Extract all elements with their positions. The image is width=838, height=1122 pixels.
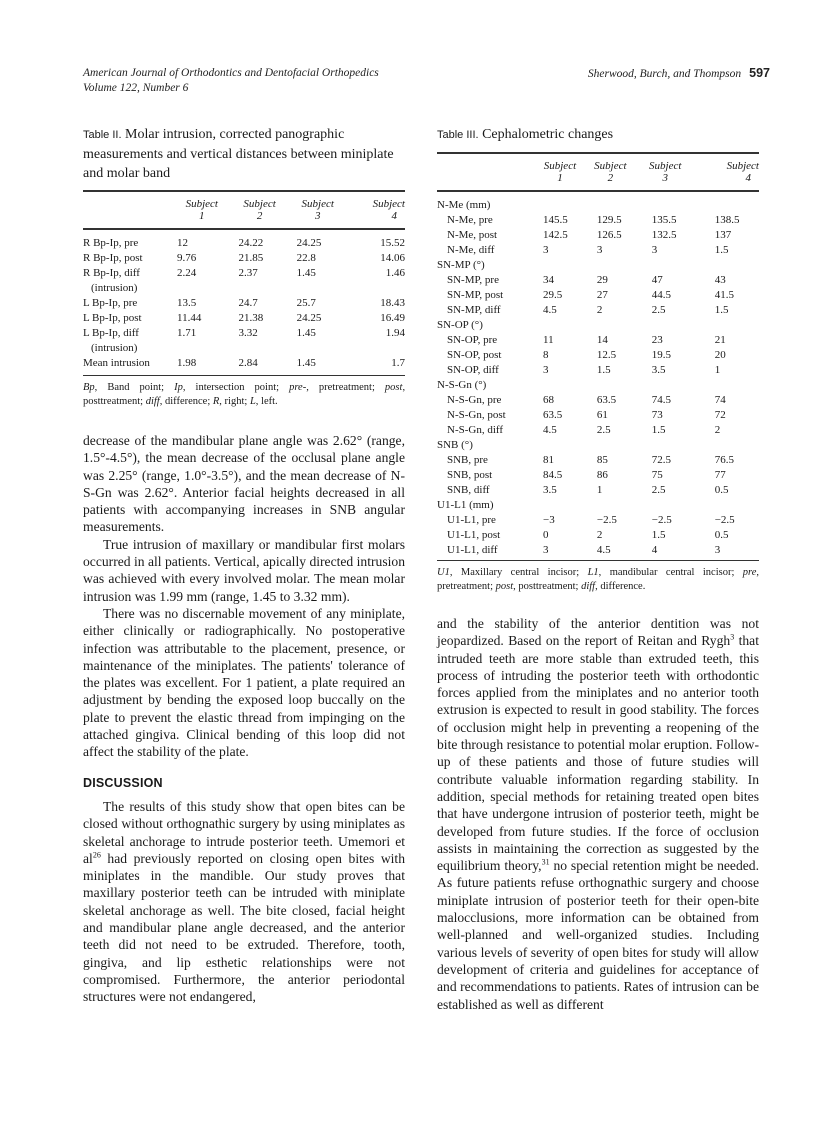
table-cell: −2.5 <box>596 514 617 526</box>
running-head-right <box>588 66 770 82</box>
table-row <box>437 273 759 288</box>
footnote-abbr: L <box>249 396 256 407</box>
table-group-header <box>437 318 759 333</box>
footnote-abbr: diff <box>145 396 160 407</box>
table-cell: 0.5 <box>714 529 729 541</box>
paragraph: and the stability of the anterior dentition was not jeopardized. Based on the report of Reitan and Rygh$^3$ that intruded teeth are more stable than extruded teeth, this process of intruding the posterior teeth with orthodontic forces applied from the miniplates and no anterior tooth extrusion is expected to result in good stability. The forces of occlusion might help in preventing a reopening of the bite through resistance to potential molar eruption. Follow-up of these patients and those of future studies will contribute valuable information regarding stability. In addition, special methods for retaining treated open bites that have undergone intrusion of posterior teeth, might be developed from future studies. If the force of occlusion assists in maintaining the correction as suggested by the equilibrium theory,$^{31}$ no special retention might be needed. As future patients refuse orthognathic surgery and choose miniplate intrusion of posterior teeth for their open-bite malocclusions, more information can be obtained from well-planned and well-organized studies. Including various levels of severity of open bites for study will allow development of criteria and guidelines for acceptance of and recommendations to patients. Rates of intrusion can be established as well as different <box>437 616 759 1012</box>
row-label: L Bp-Ip, post <box>83 312 142 324</box>
left-column <box>83 125 406 1005</box>
footnote-definition: difference. <box>600 581 646 592</box>
table-cell: 137 <box>714 229 732 241</box>
table-cell: 14 <box>596 334 608 346</box>
row-label: N-S-Gn, diff <box>447 424 504 436</box>
footnote-abbr: diff <box>581 581 596 592</box>
table-cell: 16.49 <box>380 312 405 324</box>
row-label: Mean intrusion <box>83 357 150 369</box>
table-3-footnote: U1, Maxillary central incisor; L1, mandibular central incisor; pre, pretreatment; post, posttreatment; diff, difference. <box>437 567 760 592</box>
table-cell: 1.45 <box>296 267 316 279</box>
table-cell: 126.5 <box>596 229 622 241</box>
table-cell: 63.5 <box>596 394 617 406</box>
row-label: SNB, post <box>447 469 493 481</box>
table-cell: 3 <box>543 364 549 376</box>
row-label: SN-OP, diff <box>447 364 499 376</box>
table-cell: 8 <box>543 349 549 361</box>
footnote-abbr: pre <box>742 567 757 578</box>
table-2-col-3: Subject 3 <box>301 198 334 222</box>
table-row <box>437 228 759 243</box>
footnote-definition: left. <box>261 396 278 407</box>
row-label: SN-MP, post <box>447 289 504 301</box>
footnote-abbr: Bp <box>83 382 95 393</box>
table-cell: 74.5 <box>651 394 672 406</box>
table-cell: 138.5 <box>714 214 740 226</box>
table-cell: 21.85 <box>238 252 264 264</box>
table-3-col-1: Subject 1 <box>543 160 577 184</box>
row-label: R Bp-Ip, diff <box>83 267 140 279</box>
table-row <box>437 363 759 378</box>
table-row <box>83 229 405 251</box>
table-cell: 23 <box>651 334 663 346</box>
table-cell: 3.5 <box>543 484 557 496</box>
table-cell: 72.5 <box>651 454 672 466</box>
table-cell <box>347 341 405 356</box>
table-3-header-blank <box>437 153 537 191</box>
table-cell: 2 <box>714 424 721 436</box>
left-body-text <box>83 432 405 1006</box>
table-cell: 3 <box>714 544 721 556</box>
table-cell <box>347 281 405 296</box>
footnote-definition: Band point <box>107 382 162 393</box>
table-row <box>83 251 405 266</box>
footnote-abbr: Ip <box>174 382 183 393</box>
table-cell: 21 <box>714 334 726 346</box>
citation-ref: 3 <box>730 632 735 642</box>
table-cell: 3.32 <box>238 327 258 339</box>
table-cell: 1 <box>714 364 721 376</box>
table-2-caption <box>83 125 405 183</box>
table-row <box>437 453 759 468</box>
footnote-abbr: R <box>212 396 220 407</box>
table-3-label: Table III. <box>437 129 479 141</box>
table-cell: 2.37 <box>238 267 258 279</box>
table-cell: 61 <box>596 409 608 421</box>
table-group-header <box>437 438 759 453</box>
table-cell: 85 <box>596 454 608 466</box>
table-cell: 24.25 <box>296 312 322 324</box>
paragraph: The results of this study show that open bites can be closed without orthognathic surgery by using miniplates as skeletal anchorage to intrude posterior teeth. Umemori et $al^{26}$ had previously reported on closing open bites with miniplates in the mandible. Our study proves that maxillary posterior teeth can be intruded with miniplate skeletal anchorage as well. The bite closed, facial height and mandibular plane angle decreased, and the anterior teeth did not need to be extruded. Therefore, tooth, gingiva, and lip esthetic relationships were not compromised. Furthermore, the anterior periodontal structures were not endangered, <box>83 798 405 1005</box>
table-cell: 1.46 <box>385 267 405 279</box>
table-cell: 24.7 <box>238 297 258 309</box>
table-row <box>437 483 759 498</box>
table-row <box>437 213 759 228</box>
table-row <box>437 513 759 528</box>
row-label: L Bp-Ip, pre <box>83 297 138 309</box>
table-3-caption <box>437 125 759 145</box>
table-cell: 3 <box>543 244 549 256</box>
table-cell: 20 <box>714 349 726 361</box>
table-cell: 84.5 <box>543 469 563 481</box>
group-title: N-S-Gn (°) <box>437 379 487 391</box>
table-row <box>83 341 405 356</box>
table-row <box>437 393 759 408</box>
table-cell: 2.24 <box>177 267 197 279</box>
table-cell: 1.5 <box>714 244 729 256</box>
table-cell <box>289 281 347 296</box>
table-cell: 1.45 <box>296 357 316 369</box>
row-label: SN-OP, post <box>447 349 502 361</box>
table-cell: 63.5 <box>543 409 563 421</box>
footnote-definition: difference <box>164 396 208 407</box>
row-label: U1-L1, post <box>447 529 501 541</box>
table-cell: 129.5 <box>596 214 622 226</box>
table-cell: 1.71 <box>177 327 197 339</box>
footnote-abbr: pre- <box>289 382 307 393</box>
footnote-abbr: post <box>495 581 514 592</box>
table-cell: 2 <box>596 304 603 316</box>
row-label: (intrusion) <box>91 282 138 294</box>
footnote-definition: pretreatment <box>437 581 491 592</box>
table-2-body <box>83 229 405 371</box>
table-cell: 47 <box>651 274 663 286</box>
table-group-header <box>437 378 759 393</box>
footnote-abbr: L1 <box>587 567 599 578</box>
footnote-definition: mandibular central incisor <box>609 567 732 578</box>
table-cell: 86 <box>596 469 608 481</box>
row-label: SN-OP, pre <box>447 334 498 346</box>
table-row <box>437 303 759 318</box>
table-cell: 1.94 <box>385 327 405 339</box>
row-label: N-Me, post <box>447 229 498 241</box>
table-cell: 135.5 <box>651 214 677 226</box>
running-head-left <box>83 66 379 96</box>
row-label: (intrusion) <box>91 342 138 354</box>
table-cell <box>173 341 231 356</box>
table-cell: 0 <box>543 529 549 541</box>
table-cell: 3 <box>651 244 658 256</box>
table-cell: 75 <box>651 469 663 481</box>
table-cell <box>173 281 231 296</box>
table-cell: 12 <box>177 237 188 249</box>
row-label: N-S-Gn, post <box>447 409 506 421</box>
table-cell: 2.5 <box>596 424 611 436</box>
table-cell: 24.22 <box>238 237 264 249</box>
right-body-text <box>437 615 759 1013</box>
table-cell: 2.84 <box>238 357 258 369</box>
table-cell: 73 <box>651 409 663 421</box>
table-cell <box>231 281 289 296</box>
table-row <box>437 528 759 543</box>
footnote-definition: posttreatment <box>83 396 141 407</box>
table-cell: 12.5 <box>596 349 617 361</box>
table-row <box>437 333 759 348</box>
table-cell: 9.76 <box>177 252 197 264</box>
table-cell: 72 <box>714 409 726 421</box>
citation-ref: 31 <box>541 857 550 867</box>
table-cell: 13.5 <box>177 297 197 309</box>
journal-volume: Volume 122, Number 6 <box>83 82 189 94</box>
table-cell <box>231 341 289 356</box>
table-cell: 145.5 <box>543 214 568 226</box>
table-cell: 19.5 <box>651 349 672 361</box>
footnote-definition: posttreatment <box>518 581 576 592</box>
group-title: U1-L1 (mm) <box>437 499 494 511</box>
journal-title: American Journal of Orthodontics and Dentofacial Orthopedics <box>83 67 379 79</box>
table-cell: 1.98 <box>177 357 197 369</box>
table-cell: 0.5 <box>714 484 729 496</box>
table-cell: 2.5 <box>651 304 666 316</box>
footnote-abbr: U1 <box>437 567 450 578</box>
table-2-col-2: Subject 2 <box>243 198 276 222</box>
citation-ref: 26 <box>92 850 101 860</box>
table-row <box>437 408 759 423</box>
table-cell <box>289 341 347 356</box>
table-row <box>437 423 759 438</box>
table-cell: 142.5 <box>543 229 568 241</box>
table-cell: 11.44 <box>177 312 202 324</box>
table-cell: 2.5 <box>651 484 666 496</box>
row-label: R Bp-Ip, pre <box>83 237 139 249</box>
table-group-header <box>437 258 759 273</box>
table-2-header-blank <box>83 191 173 229</box>
table-cell: 44.5 <box>651 289 672 301</box>
footnote-definition: Maxillary central incisor <box>460 567 577 578</box>
table-cell: 68 <box>543 394 554 406</box>
group-title: SN-OP (°) <box>437 319 483 331</box>
table-3-col-2: Subject 2 <box>594 160 627 184</box>
table-cell: 76.5 <box>714 454 734 466</box>
table-cell: 29.5 <box>543 289 563 301</box>
table-cell: 24.25 <box>296 237 322 249</box>
table-row <box>437 243 759 258</box>
table-row <box>83 296 405 311</box>
group-title: SNB (°) <box>437 439 473 451</box>
table-cell: 15.52 <box>380 237 405 249</box>
row-label: N-S-Gn, pre <box>447 394 502 406</box>
table-cell: 3 <box>596 244 603 256</box>
table-row <box>83 266 405 281</box>
table-cell: −2.5 <box>651 514 672 526</box>
row-label: SNB, diff <box>447 484 490 496</box>
table-cell: 29 <box>596 274 608 286</box>
table-cell: 74 <box>714 394 726 406</box>
table-3-body <box>437 191 759 558</box>
footnote-abbr: post <box>384 382 403 393</box>
table-3-col-4: Subject 4 <box>726 160 759 184</box>
table-3-col-3: Subject 3 <box>649 160 682 184</box>
table-cell: 1.45 <box>296 327 316 339</box>
table-row <box>437 468 759 483</box>
table-row <box>83 326 405 341</box>
table-cell: 11 <box>543 334 554 346</box>
table-2-col-4: Subject 4 <box>372 198 405 222</box>
table-cell: 77 <box>714 469 726 481</box>
paragraph: There was no discernable movement of any miniplate, either clinically or radiographically. No postoperative infection was attributable to the placement, presence, or maintenance of the miniplates. The patients' tolerance of the plates was excellent. For 1 patient, a plate required an adjustment by bending the exposed loop buccally on the plate to prevent the elastic thread from impinging on the attached gingiva. Clinical bending of this loop did not affect the stability of the plate. <box>83 605 405 760</box>
page-number: 597 <box>749 66 770 80</box>
table-cell: 1.5 <box>596 364 611 376</box>
table-row <box>437 288 759 303</box>
footnote-definition: pretreatment <box>318 382 372 393</box>
table-cell: 4 <box>651 544 658 556</box>
table-group-header <box>437 191 759 213</box>
row-label: L Bp-Ip, diff <box>83 327 139 339</box>
row-label: SNB, pre <box>447 454 488 466</box>
table-2 <box>83 190 405 371</box>
group-title: N-Me (mm) <box>437 199 491 211</box>
author-names: Sherwood, Burch, and Thompson <box>587 68 742 80</box>
table-3 <box>437 152 759 558</box>
table-row <box>437 348 759 363</box>
table-cell: 22.8 <box>296 252 316 264</box>
table-row <box>83 311 405 326</box>
row-label: SN-MP, diff <box>447 304 501 316</box>
table-cell: 1.7 <box>391 357 405 369</box>
row-label: U1-L1, diff <box>447 544 498 556</box>
row-label: R Bp-Ip, post <box>83 252 143 264</box>
table-row <box>83 356 405 371</box>
table-cell: 4.5 <box>596 544 611 556</box>
row-label: N-Me, diff <box>447 244 495 256</box>
table-cell: 25.7 <box>296 297 316 309</box>
table-cell: 1 <box>596 484 603 496</box>
table-cell: 2 <box>596 529 603 541</box>
table-group-header <box>437 498 759 513</box>
table-cell: 1.5 <box>651 424 666 436</box>
row-label: U1-L1, pre <box>447 514 496 526</box>
section-heading-discussion: DISCUSSION <box>83 775 163 790</box>
table-cell: 34 <box>543 274 554 286</box>
paragraph: True intrusion of maxillary or mandibular first molars occurred in all patients. Vertical, apically directed intrusion was achieved with every involved molar. The mean molar intrusion was 1.99 mm (range, 1.45 to 3.32 mm). <box>83 536 405 604</box>
table-cell: 4.5 <box>543 304 557 316</box>
group-title: SN-MP (°) <box>437 259 485 271</box>
table-cell: 3.5 <box>651 364 666 376</box>
table-2-caption-text: Molar intrusion, corrected panographic measurements and vertical distances between miniplate and molar band <box>83 127 394 181</box>
row-label: SN-MP, pre <box>447 274 499 286</box>
table-row <box>83 281 405 296</box>
right-column <box>437 125 760 1012</box>
table-2-footnote: Bp, Band point; Ip, intersection point; pre-, pretreatment; post, posttreatment; diff, difference; R, right; L, left. <box>83 382 406 407</box>
table-3-caption-text: Cephalometric changes <box>482 127 614 142</box>
table-cell: 1.5 <box>651 529 666 541</box>
table-row <box>437 543 759 558</box>
table-cell: 132.5 <box>651 229 677 241</box>
table-cell: 21.38 <box>238 312 264 324</box>
paragraph: decrease of the mandibular plane angle was 2.62° (range, 1.5°-4.5°), the mean decrease of the occlusal plane angle was 2.25° (range, 1.0°-3.5°), and the mean decrease of N-S-Gn was 2.62°. Anterior facial heights decreased in all patients with accompanying increases in SNB angular measurements. <box>83 433 405 535</box>
row-label: N-Me, pre <box>447 214 493 226</box>
table-cell: 41.5 <box>714 289 734 301</box>
table-cell: 18.43 <box>380 297 405 309</box>
table-cell: −3 <box>543 514 555 526</box>
footnote-definition: intersection point <box>195 382 277 393</box>
table-cell: 43 <box>714 274 726 286</box>
table-cell: 1.5 <box>714 304 729 316</box>
table-2-col-1: Subject 1 <box>185 198 218 222</box>
table-cell: 3 <box>543 544 549 556</box>
table-cell: 27 <box>596 289 608 301</box>
table-cell: 14.06 <box>380 252 405 264</box>
table-cell: 4.5 <box>543 424 557 436</box>
footnote-definition: right <box>224 396 245 407</box>
table-cell: −2.5 <box>714 514 735 526</box>
table-cell: 81 <box>543 454 554 466</box>
table-2-label: Table II. <box>83 129 122 141</box>
